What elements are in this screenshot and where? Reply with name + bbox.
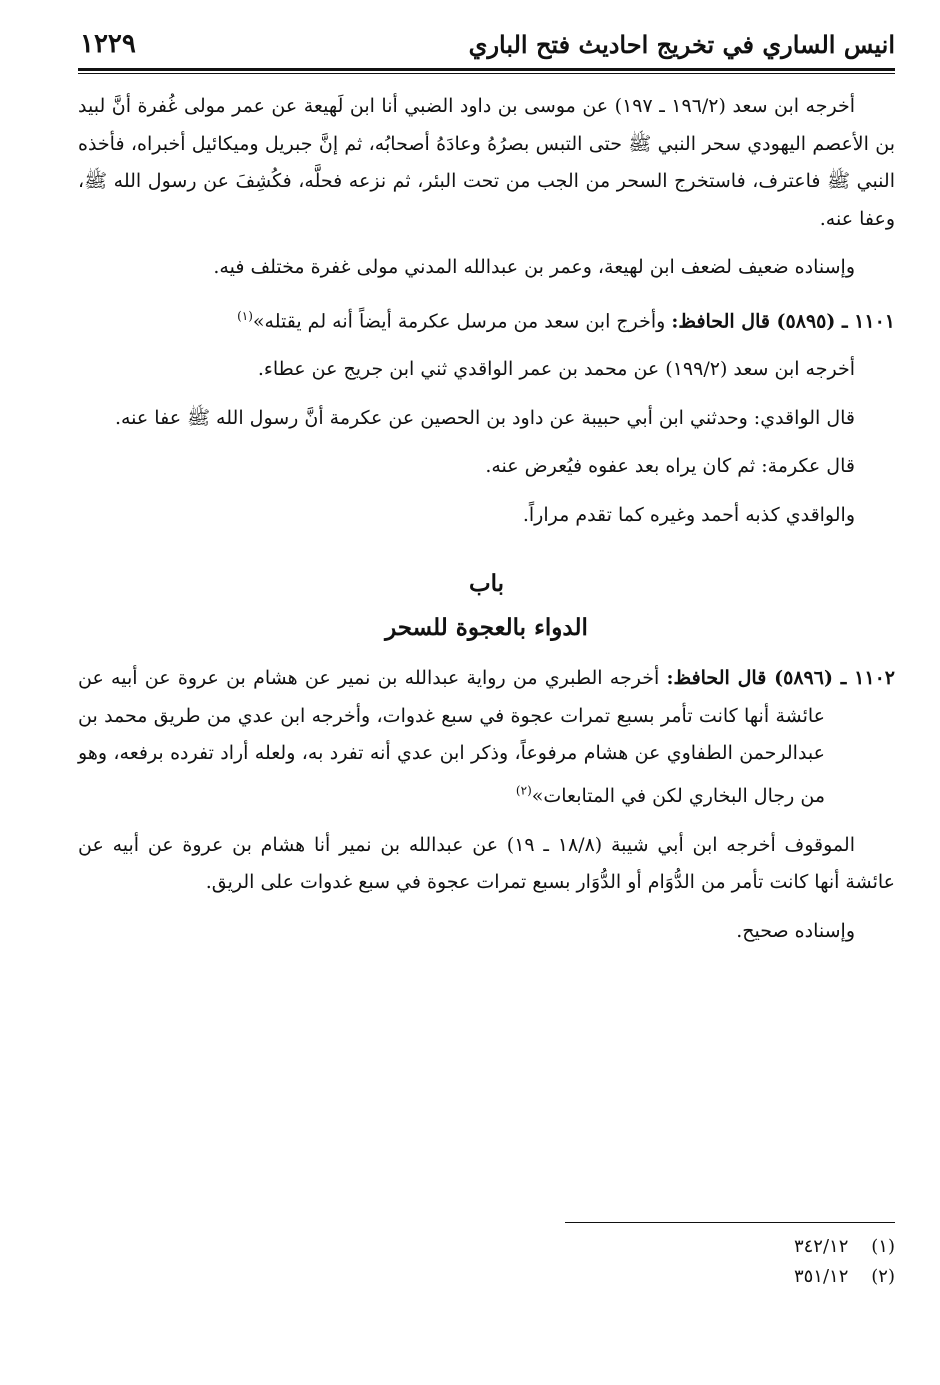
footnote-2 [565,1262,895,1292]
paragraph-isnad-sahih: وإسناده صحيح. [736,919,855,942]
chapter-label: باب [468,570,505,598]
book-title: انيس الساري في تخريج احاديث فتح الباري [468,29,895,59]
paragraph-waqidi-weak: والواقدي كذبه أحمد وغيره كما تقدم مراراً. [522,503,855,526]
footnote-ref-2: (٢) [515,783,532,798]
footnote-2-number: (٢) [871,1266,895,1287]
entry-1101-text: وأخرج ابن سعد من مرسل عكرمة أيضاً أنه لم يقتله» [252,309,666,332]
footnote-1 [565,1232,895,1262]
paragraph-ikrimah: قال عكرمة: ثم كان يراه بعد عفوه فيُعرض عنه. [485,455,855,478]
footnote-1-ref: ٣٤٢/١٢ [793,1236,849,1257]
main-text [78,88,895,961]
entry-1102 [78,660,895,815]
footnote-ref-1: (١) [237,308,253,323]
footnote-1-number: (١) [871,1236,895,1257]
paragraph-ibn-saad-1: أخرجه ابن سعد (١٩٦/٢ ـ ١٩٧) عن موسى بن داود الضبي أنا ابن لَهيعة عن عمر مولى غُفرة أنَّ لبيد بن الأعصم اليهودي سحر النبي ﷺ حتى التبس بصرُهُ وعادَهُ أصحابُه، ثم إنَّ جبريل وميكائيل أخبراه، فأخذه النبي ﷺ فاعترف، فاستخرج السحر من الجب من تحت البئر، ثم نزعه فحلَّه، فكُشِفَ عن رسول الله ﷺ، وعفا عنه. [78,95,895,230]
paragraph-isnad-weak: وإسناده ضعيف لضعف ابن لهيعة، وعمر بن عبدالله المدني مولى غفرة مختلف فيه. [213,256,855,278]
header-rule-thin [78,73,895,74]
running-header [80,22,895,66]
page-number: ١٢٢٩ [80,29,136,59]
chapter-title: الدواء بالعجوة للسحر [385,614,588,642]
footnote-2-ref: ٣٥١/١٢ [793,1266,849,1287]
header-rule [78,68,895,71]
entry-1101 [78,298,895,341]
entry-1101-heading: ١١٠١ ـ (٥٨٩٥) قال الحافظ: [671,309,895,332]
chapter-heading [78,562,895,650]
paragraph-ibn-saad-2: أخرجه ابن سعد (١٩٩/٢) عن محمد بن عمر الواقدي ثني ابن جريج عن عطاء. [257,358,855,381]
entry-1102-text: أخرجه الطبري من رواية عبدالله بن نمير عن هشام بن عروة عن أبيه عن عائشة أنها كانت تأمر بسبع تمرات عجوة في سبع غدوات، وأخرجه ابن عدي من طريق محمد بن عبدالرحمن الطفاوي عن هشام مرفوعاً، وذكر ابن عدي أنه تفرد به، ولعله أراد تفرده برفعه، وهو من رجال البخاري لكن في المتابعات» [78,667,825,808]
footnotes [565,1232,895,1292]
entry-1102-heading: ١١٠٢ ـ (٥٨٩٦) قال الحافظ: [666,667,895,690]
footnote-rule [565,1222,895,1223]
paragraph-mawquf: الموقوف أخرجه ابن أبي شيبة (١٨/٨ ـ ١٩) عن عبدالله بن نمير أنا هشام بن عروة عن أبيه عن عائشة أنها كانت تأمر من الدُّوَام أو الدُّوَار بسبع تمرات عجوة في سبع غدوات على الريق. [78,833,895,894]
paragraph-waqidi: قال الواقدي: وحدثني ابن أبي حبيبة عن داود بن الحصين عن عكرمة أنَّ رسول الله ﷺ عفا عنه. [114,406,855,429]
